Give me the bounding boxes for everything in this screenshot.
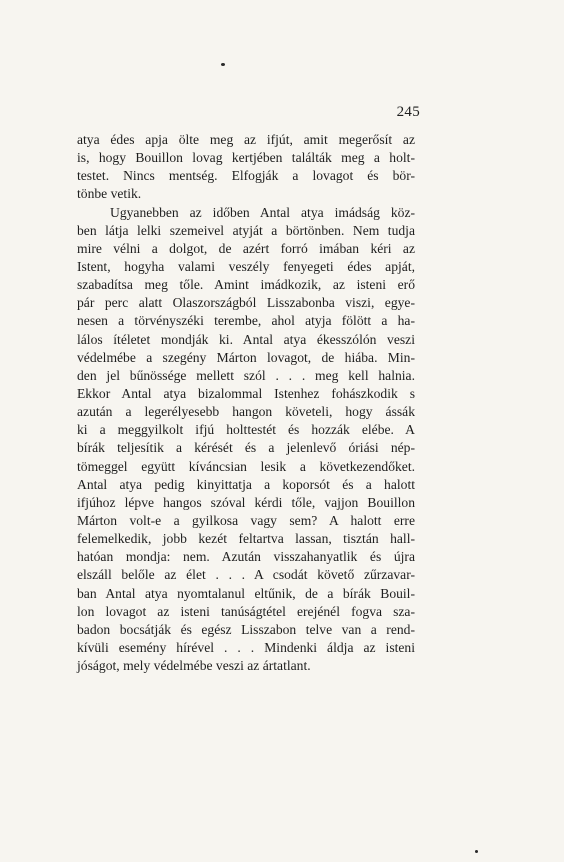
text-line: lálos ítéletet mondják ki. Antal atya ékesszólón veszi — [77, 331, 415, 347]
text-line: pár perc alatt Olaszországból Lisszabonba viszi, egye- — [77, 295, 415, 311]
text-line: felemelkedik, jobb kezét feltartva lassan, tisztán hall- — [77, 531, 415, 547]
text-line: elszáll belőle az élet . . . A csodát követő zűrzavar- — [77, 567, 415, 583]
text-line: den jel bűnössége mellett szól . . . meg kell halnia. — [77, 367, 415, 383]
text-line: tönbe vetik. — [77, 186, 142, 202]
text-line: is, hogy Bouillon lovag kertjében találták meg a holt- — [77, 150, 415, 166]
text-line: hatóan mondja: nem. Azután visszahanyatlik és újra — [77, 549, 415, 565]
text-line: ben látja lelki szemeivel atyját a börtönben. Nem tudja — [77, 222, 415, 238]
ink-speck-top — [221, 63, 225, 66]
text-line: szabadítsa meg tőle. Amint imádkozik, az isteni erő — [77, 277, 415, 293]
text-line: ban Antal atya nyomtalanul eltűnik, de a bírák Bouil- — [77, 585, 415, 601]
page-number: 245 — [396, 104, 420, 120]
text-line: Istent, hogyha valami veszély fenyegeti édes apját, — [77, 258, 415, 274]
text-line: azután a legerélyesebb hangon követeli, hogy ássák — [77, 404, 415, 420]
text-line: Márton volt-e a gyilkosa vagy sem? A halott erre — [77, 512, 415, 528]
text-line: testet. Nincs mentség. Elfogják a lovagot és bör- — [77, 168, 415, 184]
text-line: mire vélni a dolgot, de azért forró imában kéri az — [77, 240, 415, 256]
text-line: védelmébe a szegény Márton lovagot, de hiába. Min- — [77, 349, 415, 365]
text-line: nesen a törvényszéki terembe, ahol atyja fölött a ha- — [77, 313, 415, 329]
text-line: Antal atya pedig kinyittatja a koporsót és a halott — [77, 476, 415, 492]
text-line: badon bocsátják és egész Lisszabon telve van a rend- — [77, 621, 415, 637]
text-line: bírák teljesítik a kérését és a jelenlevő óriási nép- — [77, 440, 415, 456]
body-text — [77, 131, 415, 675]
ink-speck-bottom — [475, 850, 478, 853]
text-line: lon lovagot az isteni tanúságtétel erejénél fogva sza- — [77, 603, 415, 619]
text-line: jóságot, mely védelmébe veszi az ártatlant. — [77, 658, 311, 674]
text-line: Ekkor Antal atya bizalommal Istenhez fohászkodik s — [77, 385, 415, 401]
text-line: ki a meggyilkolt ifjú holttestét és hozzák elébe. A — [77, 422, 415, 438]
text-line: kívüli esemény hírével . . . Mindenki áldja az isteni — [77, 639, 415, 655]
text-line: tömeggel együtt kíváncsian lesik a következendőket. — [77, 458, 415, 474]
text-line: ifjúhoz lépve hangos szóval kérdi tőle, vajjon Bouillon — [77, 494, 415, 510]
text-line: Ugyanebben az időben Antal atya imádság köz- — [110, 204, 415, 220]
text-line: atya édes apja ölte meg az ifjút, amit megerősít az — [77, 132, 415, 147]
